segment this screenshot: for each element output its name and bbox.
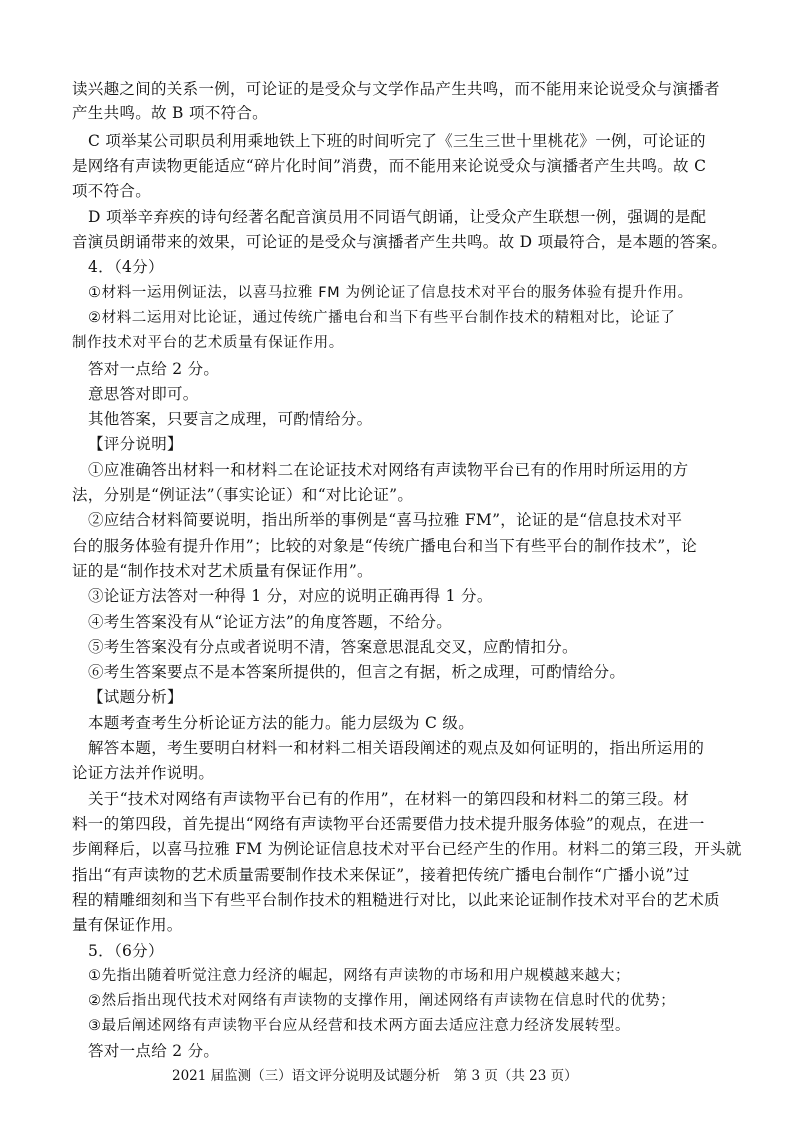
text-line: 意思答对即可。 bbox=[88, 385, 199, 403]
answer-point: ②材料二运用对比论证，通过传统广播电台和当下有些平台制作技术的精粗对比，论证了 bbox=[88, 310, 676, 326]
text-line: ⑥考生答案要点不是本答案所提供的，但言之有据，析之成理，可酌情给分。 bbox=[88, 663, 626, 681]
text-line: 步阐释后，以喜马拉雅 FM 为例论证信息技术对平台已经产生的作用。材料二的第三段，开头就 bbox=[72, 840, 742, 858]
text-line: 读兴趣之间的关系一例，可论证的是受众与文学作品产生共鸣，而不能用来论说受众与演播者 bbox=[72, 80, 720, 98]
question-number-5: 5．（6分） bbox=[88, 942, 164, 960]
section-heading: 【评分说明】 bbox=[88, 435, 183, 453]
text-line: ①应准确答出材料一和材料二在论证技术对网络有声读物平台已有的作用时所运用的方 bbox=[88, 461, 689, 479]
text-line: 指出“有声读物的艺术质量需要制作技术来保证”，接着把传统广播电台制作“广播小说”过 bbox=[72, 866, 690, 884]
text-line: ④考生答案没有从“论证方法”的角度答题，不给分。 bbox=[88, 613, 453, 631]
text-line: 程的精雕细刻和当下有些平台制作技术的粗糙进行对比，以此来论证制作技术对平台的艺术质 bbox=[72, 891, 720, 909]
answer-point: ①材料一运用例证法，以喜马拉雅 FM 为例论证了信息技术对平台的服务体验有提升作用。 bbox=[88, 285, 693, 301]
text-line: 音演员朗诵带来的效果，可论证的是受众与演播者产生共鸣。故 D 项最符合，是本题的答案。 bbox=[72, 233, 728, 251]
text-line: 料一的第四段，首先提出“网络有声读物平台还需要借力技术提升服务体验”的观点，在进一 bbox=[72, 815, 705, 833]
answer-point: ②然后指出现代技术对网络有声读物的支撑作用，阐述网络有声读物在信息时代的优势； bbox=[88, 993, 676, 1009]
answer-point: 制作技术对平台的艺术质量有保证作用。 bbox=[72, 335, 344, 351]
answer-point: ①先指出随着听觉注意力经济的崛起，网络有声读物的市场和用户规模越来越大； bbox=[88, 968, 631, 984]
section-heading: 【试题分析】 bbox=[88, 688, 183, 706]
text-line: 答对一点给 2 分。 bbox=[88, 1042, 220, 1060]
text-line: ⑤考生答案没有分点或者说明不清，答案意思混乱交叉，应酌情扣分。 bbox=[88, 638, 578, 656]
text-line: 量有保证作用。 bbox=[72, 916, 183, 934]
text-line: 法，分别是“例证法”（事实论证）和“对比论证”。 bbox=[72, 486, 414, 504]
question-number-4: 4．（4分） bbox=[88, 258, 164, 276]
text-line: 解答本题，考生要明白材料一和材料二相关语段阐述的观点及如何证明的，指出所运用的 bbox=[88, 739, 705, 757]
text-line: 台的服务体验有提升作用”；比较的对象是“传统广播电台和当下有些平台的制作技术”，论 bbox=[72, 537, 698, 555]
text-line: ③论证方法答对一种得 1 分，对应的说明正确再得 1 分。 bbox=[88, 587, 493, 605]
text-line: C 项举某公司职员利用乘地铁上下班的时间听完了《三生三世十里桃花》一例，可论证的 bbox=[88, 132, 706, 150]
text-line: 产生共鸣。故 B 项不符合。 bbox=[72, 104, 268, 122]
text-line: 答对一点给 2 分。 bbox=[88, 360, 220, 378]
text-line: 论证方法并作说明。 bbox=[72, 764, 215, 782]
page-footer: 2021 届监测（三）语文评分说明及试题分析 第 3 页（共 23 页） bbox=[172, 1068, 578, 1084]
text-line: D 项举辛弃疾的诗句经著名配音演员用不同语气朗诵，让受众产生联想一例，强调的是配 bbox=[88, 208, 707, 226]
text-line: 关于“技术对网络有声读物平台已有的作用”，在材料一的第四段和材料二的第三段。材 bbox=[88, 790, 690, 808]
text-line: 其他答案，只要言之成理，可酌情给分。 bbox=[88, 410, 373, 428]
text-line: 证的是“制作技术对艺术质量有保证作用”。 bbox=[72, 562, 373, 580]
text-line: ②应结合材料简要说明，指出所举的事例是“喜马拉雅 FM”，论证的是“信息技术对平 bbox=[88, 511, 683, 529]
answer-point: ③最后阐述网络有声读物平台应从经营和技术两方面去适应注意力经济发展转型。 bbox=[88, 1018, 631, 1034]
text-line: 本题考查考生分析论证方法的能力。能力层级为 C 级。 bbox=[88, 714, 475, 732]
text-line: 项不符合。 bbox=[72, 182, 152, 200]
text-line: 是网络有声读物更能适应“碎片化时间”消费，而不能用来论说受众与演播者产生共鸣。故 C bbox=[72, 157, 707, 175]
